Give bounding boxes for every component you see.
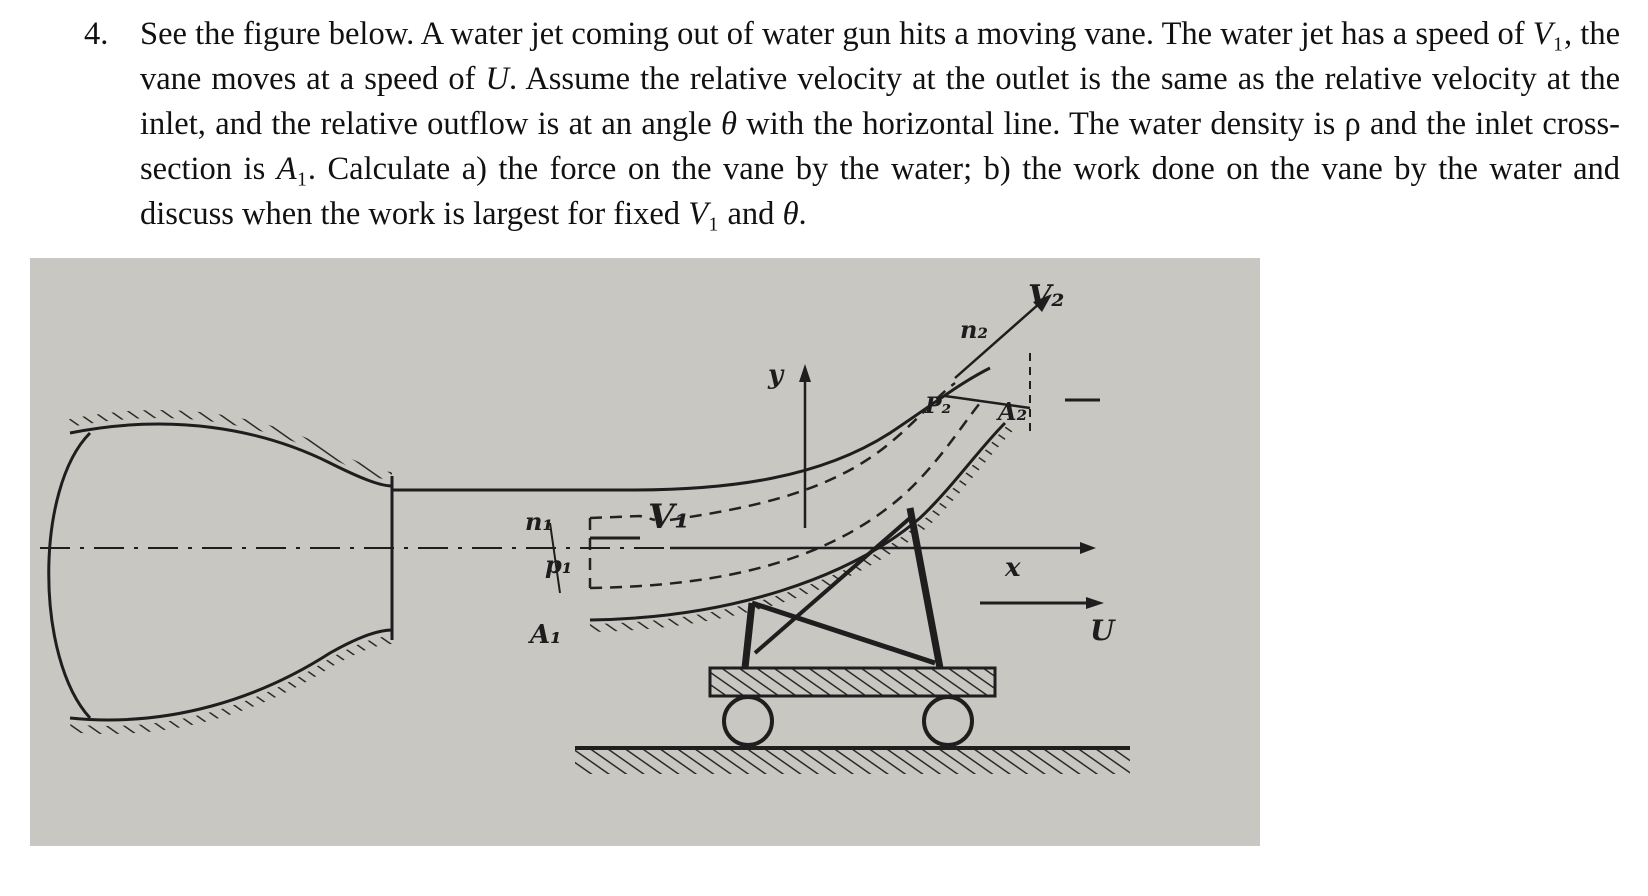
problem-variable: V — [1532, 16, 1553, 52]
problem-text-run: . Assume the relative velocity at the outlet is the same as the relative velocity at the inlet, and the relative outflow is at an angle — [140, 61, 1620, 142]
label-v1: V₁ — [648, 497, 690, 537]
jet-upper-boundary — [392, 368, 990, 490]
problem-text-run: ₁, the vane moves at a speed of — [140, 16, 1620, 97]
label-n2: n₂ — [960, 315, 988, 344]
label-u: U — [1090, 614, 1115, 647]
problem-variable: θ — [721, 106, 737, 142]
u-arrow — [980, 597, 1104, 609]
cart — [710, 508, 995, 745]
label-a1: A₁ — [530, 620, 562, 650]
problem-text-run: with the horizontal line. The water density is ρ and the inlet cross-section is — [140, 106, 1620, 187]
label-p1: p₁ — [545, 550, 573, 579]
problem-text-run: . — [798, 196, 807, 232]
problem-number: 4. — [84, 16, 109, 52]
ground — [575, 748, 1130, 762]
problem-text-run: ₁ and — [708, 196, 783, 232]
label-y: y — [768, 360, 784, 390]
problem-text — [140, 12, 1620, 237]
problem-text-run: See the figure below. A water jet coming out of water gun hits a moving vane. The water jet has a speed of — [140, 16, 1533, 52]
problem-variable: θ — [782, 196, 799, 232]
problem-variable: U — [485, 61, 509, 97]
problem-variable: V — [688, 196, 709, 232]
problem-variable: A — [276, 151, 297, 187]
figure-drawing — [30, 258, 1260, 846]
label-n1: n₁ — [525, 507, 553, 536]
label-x: x — [1005, 553, 1021, 583]
y-axis — [799, 364, 811, 528]
nozzle — [49, 414, 392, 730]
label-a2: A₂ — [998, 397, 1028, 426]
problem-text-run: ₁. Calculate a) the force on the vane by the water; b) the work done on the vane by the water and discuss when the work is largest for fixed — [140, 151, 1621, 232]
label-v2: V₂ — [1028, 279, 1065, 314]
label-p2: P₂ — [925, 393, 952, 419]
jet-vane-figure — [30, 258, 1260, 846]
